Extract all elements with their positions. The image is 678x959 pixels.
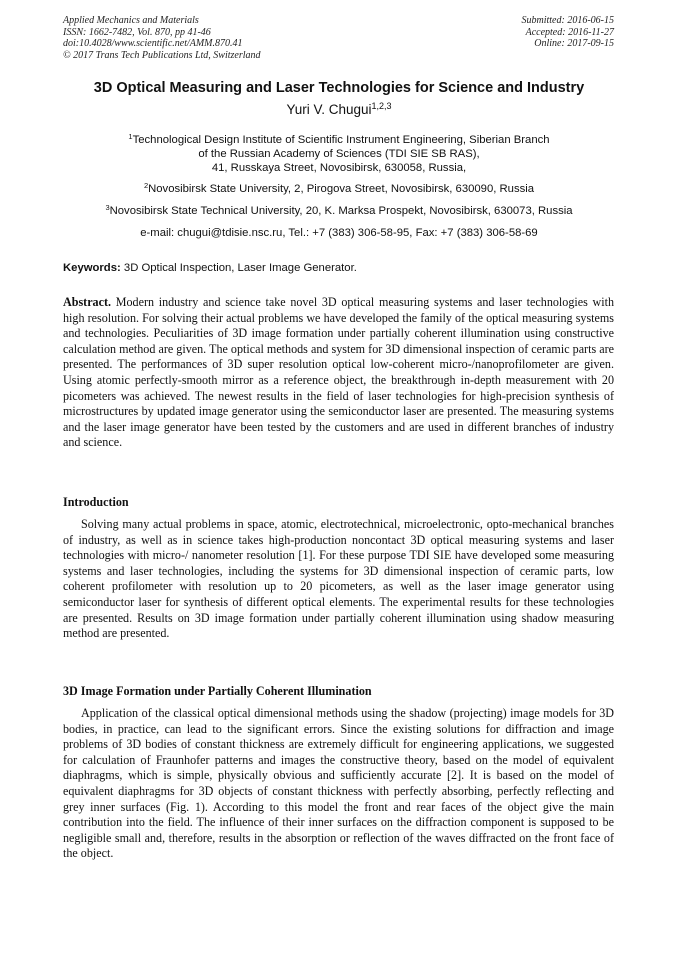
submitted-date: Submitted: 2016-06-15: [521, 15, 614, 26]
dates-header: [522, 15, 615, 50]
contact-info: e-mail: chugui@tdisie.nsc.ru, Tel.: +7 (383) 306-58-95, Fax: +7 (383) 306-58-69: [140, 227, 538, 239]
section-body-introduction: Solving many actual problems in space, atomic, electrotechnical, microelectronic, opto-mechanical branches of industry, as well as in science takes high-production noncontact 3D optical measuring systems and laser technologies with micro-/ nanometer resolution [1]. For these purpose TDI SIE have developed some measuring systems and laser technologies, including the systems for 3D dimensional inspection of ceramic parts, low coherent profilometer with resolution up to 20 picometers, as well as the laser image generator using semiconductor laser for synthesis of different optical elements. The experimental results for these technologies are presented. Results on 3D image formation under partially coherent illumination using shadow measuring method are presented.: [63, 517, 614, 641]
journal-doi: doi:10.4028/www.scientific.net/AMM.870.41: [63, 38, 243, 49]
author-affil-marks: 1,2,3: [371, 101, 392, 111]
section-heading-introduction: Introduction: [63, 495, 129, 509]
affiliation-line: Technological Design Institute of Scientific Instrument Engineering, Siberian Branch: [132, 134, 550, 146]
affiliation-text: Novosibirsk State Technical University, 20, K. Marksa Prospekt, Novosibirsk, 630073, Russia: [109, 205, 573, 217]
journal-name: Applied Mechanics and Materials: [63, 15, 199, 26]
journal-issn: ISSN: 1662-7482, Vol. 870, pp 41-46: [63, 26, 211, 38]
author-line: [0, 102, 678, 117]
accepted-date: Accepted: 2016-11-27: [525, 26, 614, 38]
affiliation-mark: 2: [143, 181, 149, 190]
keywords-label: Keywords:: [63, 262, 121, 274]
author-name: Yuri V. Chugui: [286, 102, 372, 117]
keywords: [63, 262, 357, 274]
affiliation-1: [0, 133, 678, 175]
section-body-3d-image-formation: Application of the classical optical dimensional methods using the shadow (projecting) image models for 3D bodies, in practice, can lead to the significant errors. Since the existing solutions for diffraction and image problems of 3D bodies of constant thickness are extremely difficult for engineering applications, we suggested for calculation of Fraunhofer patterns and images the constructive theory, based on the model of equivalent diaphragms, which is simple, physically obvious and sufficiently accurate [2]. It is based on the model of equivalent diaphragms for 3D objects of constant thickness with perfectly absorbing, perfectly reflecting and grey inner surfaces (Fig. 1). According to this model the front and rear faces of the object give the main contribution into the field. The influence of their inner surfaces on the diffraction component is supposed to be negligible small and, therefore, results in the absorption or reflection of the waves diffracted on the front face of the object.: [63, 706, 614, 861]
journal-header: [63, 15, 261, 61]
affiliation-text: Novosibirsk State University, 2, Pirogova Street, Novosibirsk, 630090, Russia: [148, 183, 535, 195]
abstract-label: Abstract.: [63, 295, 112, 309]
journal-copyright: © 2017 Trans Tech Publications Ltd, Switzerland: [63, 49, 261, 61]
affiliation-3: [0, 204, 678, 218]
abstract-text: Modern industry and science take novel 3D optical measuring systems and laser technologies with high resolution. For solving their actual problems we have developed the family of the optical measuring systems and technologies. Peculiarities of 3D image formation under partially coherent illumination using constructive calculation method are given. The optical methods and system for 3D dimensional inspection of ceramic parts are presented. The performances of 3D super resolution optical low-coherent micro-/nanoprofilometer are given. Using atomic perfectly-smooth mirror as a reference object, the breakthrough in-depth measurement with 20 picometers was achieved. The newest results in the field of laser technologies for high-precision synthesis of microstructures by updated image generator using the semiconductor laser are presented. The measuring systems and the laser image generator have been tested by the customers and are used in different branches of industry and science.: [63, 295, 615, 450]
affiliation-mark: 3: [105, 203, 110, 212]
affiliation-2: [0, 182, 678, 196]
affiliation-line: of the Russian Academy of Sciences (TDI SIE SB RAS),: [198, 148, 480, 160]
paper-title: 3D Optical Measuring and Laser Technologies for Science and Industry: [93, 80, 585, 96]
keywords-text: 3D Optical Inspection, Laser Image Generator.: [123, 262, 357, 274]
section-heading-3d-image-formation: 3D Image Formation under Partially Coherent Illumination: [63, 684, 372, 698]
abstract: [63, 295, 614, 451]
affiliation-mark: 1: [128, 132, 133, 141]
online-date: Online: 2017-09-15: [534, 38, 614, 49]
affiliation-line: 41, Russkaya Street, Novosibirsk, 630058, Russia,: [211, 162, 467, 174]
